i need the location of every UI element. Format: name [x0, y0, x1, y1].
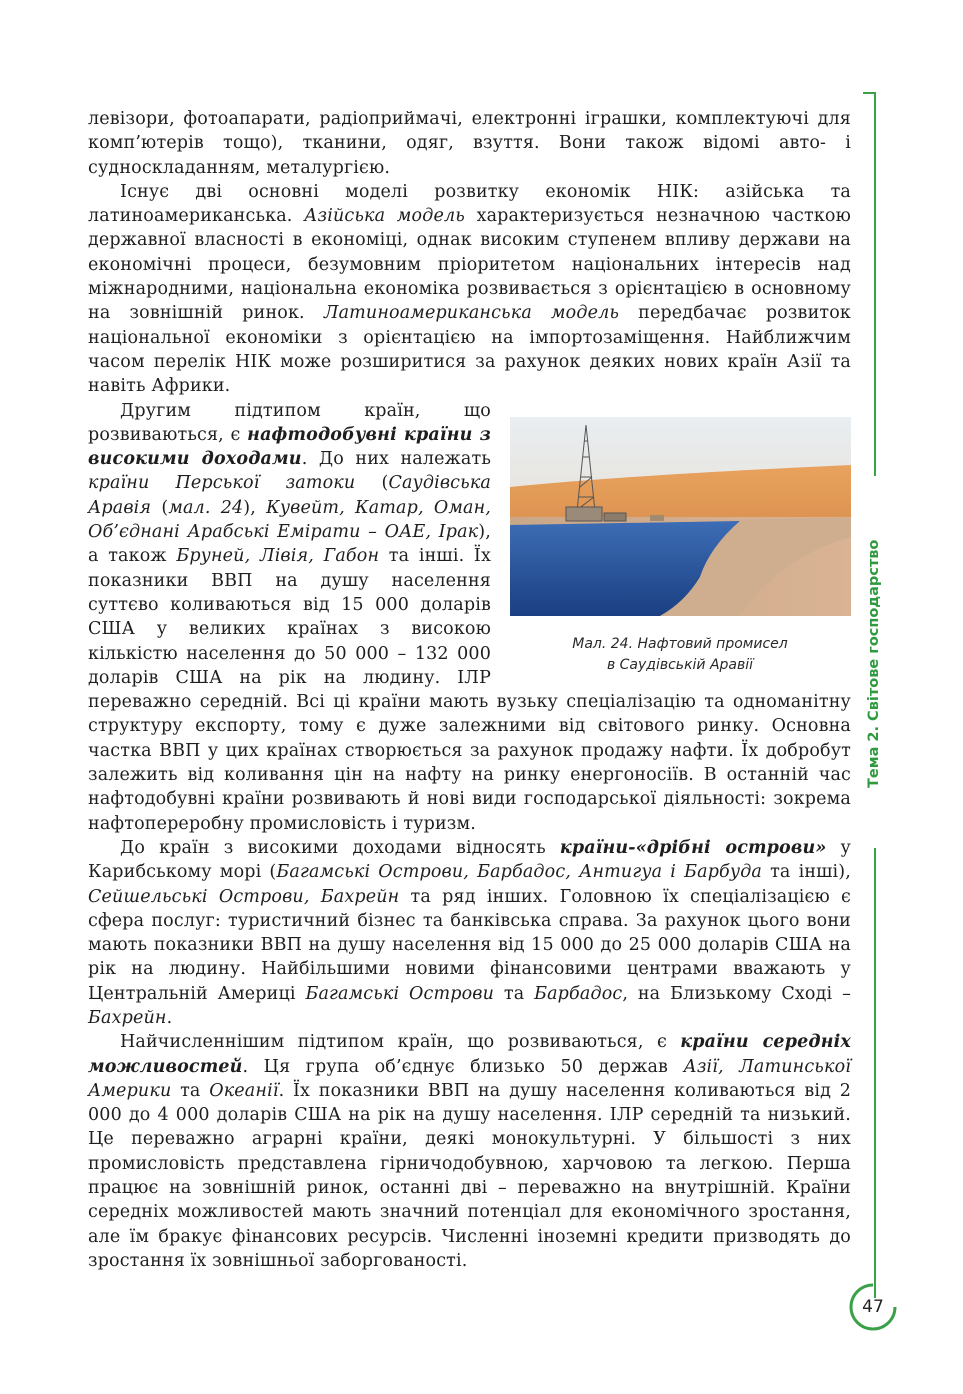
- paragraph-5: Найчисленнішим підтипом країн, що розвиваються, є країни середніх можливостей. Ця група об’єднує близько 50 держав Азії, Латинської Америки та Океанії. Їх показники ВВП на душу населення коливаються від 2 000 до 4 000 доларів США на рік на душу населення. ІЛР середній та низький. Це переважно аграрні країни, деякі монокультурні. У більшості з них промисловість представлена гірничодобувною, харчовою та легкою. Перша працює на зовнішній ринок, останні дві – переважно на внутрішній. Країни середніх можливостей мають значний потенціал для економічного зростання, але їм бракує фінансових ресурсів. Численні іноземні кредити призводять до зростання їх зовнішньої заборгованості.: [88, 1032, 851, 1271]
- page-number-badge: [848, 1282, 898, 1332]
- body-text: [88, 107, 851, 1273]
- oil-field-photo: [510, 417, 851, 616]
- chapter-side-label: Тема 2. Світове господарство: [866, 539, 882, 788]
- margin-rule-top: [874, 92, 876, 476]
- paragraph-1: левізори, фотоапарати, радіоприймачі, електронні іграшки, комплектуючі для комп’ютерів тощо), тканини, одяг, взуття. Вони також відомі авто- і судноскладанням, металургією.: [88, 109, 851, 178]
- figure-caption: Мал. 24. Нафтовий промисел в Саудівській Аравії: [572, 636, 788, 673]
- page-number: 47: [862, 1297, 884, 1317]
- paragraph-3: Другим підтипом країн, що розвиваються, є нафтодобувні країни з високими доходами. До них належать країни Перської затоки (Саудівська Аравія (мал. 24), Кувейт, Катар, Оман, Об’єднані Арабські Емірати – ОАЕ, Ірак), а також Бруней, Лівія, Габон та інші. Їх показники ВВП на душу населення суттєво коливаються від 15 000 доларів США у великих країнах з високою кількістю населення до 50 000 – 132 000 доларів США на рік на людину. ІЛР переважно середній. Всі ці країни мають вузьку спеціалізацію та одноманітну структуру експорту, тому є дуже залежними від світового ринку. Основна частка ВВП у цих країнах створюється за рахунок продажу нафти. Їх добробут залежить від коливання цін на нафту на ринку енергоносіїв. В останній час нафтодобувні країни розвивають й нові види господарської діяльності: зокрема нафтопереробну промисловість і туризм.: [88, 400, 851, 834]
- paragraph-4: До країн з високими доходами відносять країни-«дрібні острови» у Карибському морі (Багамські Острови, Барбадос, Антигуа і Барбуда та інші), Сейшельські Острови, Бахрейн та ряд інших. Головною їх спеціалізацією є сфера послуг: туристичний бізнес та банківська справа. За рахунок цього вони мають показники ВВП на душу населення від 15 000 до 25 000 доларів США на рік на людину. Найбільшими новими фінансовими центрами вважають у Центральній Америці Багамські Острови та Барбадос, на Близькому Сході – Бахрейн.: [88, 837, 851, 1028]
- margin-rule-bottom: [874, 848, 876, 1298]
- paragraph-2: Існує дві основні моделі розвитку економік НІК: азійська та латиноамериканська. Азійська модель характеризується незначною часткою державної власності в економіці, однак високим ступенем впливу держави на економічні процеси, безумовним пріоритетом національних інтересів над міжнародними, національна економіка розвивається з орієнтацією в основному на зовнішній ринок. Латиноамериканська модель передбачає розвиток національної економіки з орієнтацією на імпортозаміщення. Найближчим часом перелік НІК може розширитися за рахунок деяких нових країн Азії та навіть Африки.: [88, 181, 851, 397]
